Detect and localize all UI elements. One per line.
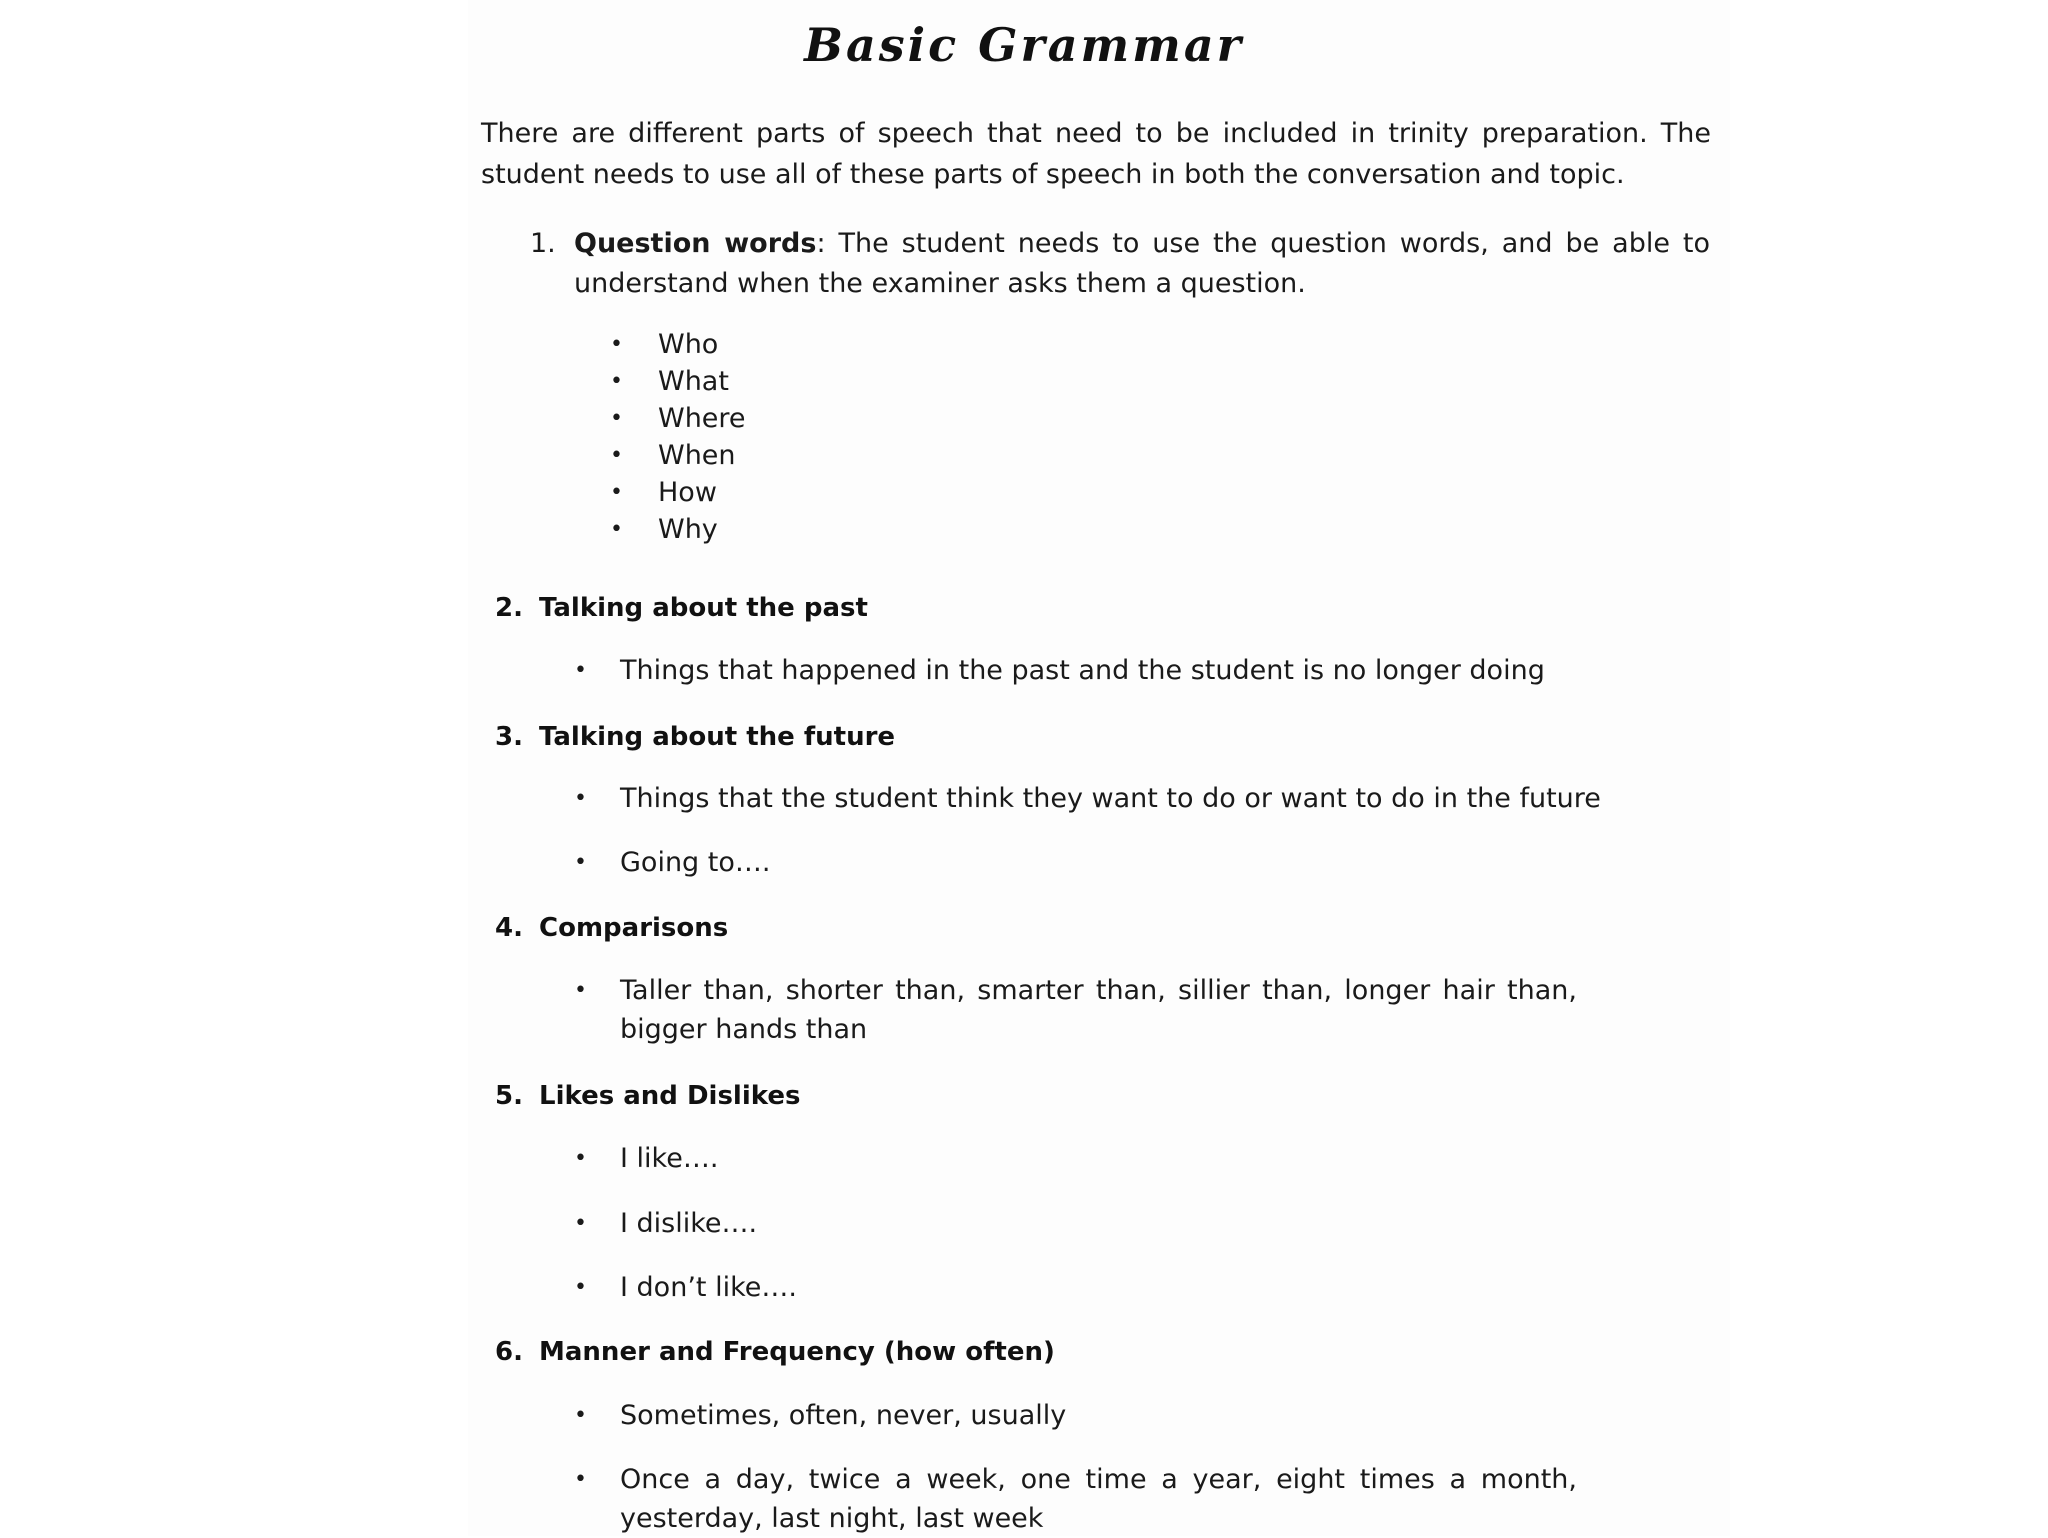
item-text: Going to…. [620, 847, 771, 878]
list-item [610, 437, 746, 474]
bullet-icon: • [574, 658, 587, 683]
section-title: Comparisons [539, 913, 729, 943]
bullet-icon: • [610, 406, 623, 431]
section-number: 2. [495, 593, 523, 623]
question-word: How [658, 477, 717, 508]
bullet-icon: • [610, 332, 623, 357]
section-title: Manner and Frequency (how often) [539, 1337, 1055, 1367]
section-heading-comparisons [495, 908, 728, 948]
item-text: Sometimes, often, never, usually [620, 1400, 1067, 1431]
list-item [610, 474, 746, 511]
item-text: Things that the student think they want to do or want to do in the future [620, 783, 1601, 814]
section-heading-future [495, 717, 895, 757]
list-item [574, 971, 1577, 1049]
list-item [610, 363, 746, 400]
question-word: What [658, 366, 729, 397]
question-word: When [658, 440, 736, 471]
bullet-icon: • [610, 369, 623, 394]
list-item [574, 651, 1626, 690]
list-item [574, 779, 1626, 818]
bullet-icon: • [574, 978, 587, 1003]
item-text: Things that happened in the past and the student is no longer doing [620, 655, 1545, 686]
list-item [574, 1460, 1577, 1538]
list-item [574, 1139, 1626, 1178]
section-number: 3. [495, 722, 523, 752]
section-title: Talking about the future [539, 722, 896, 752]
document-title: Basic Grammar [804, 18, 1244, 72]
bullet-icon: • [574, 1146, 587, 1171]
bullet-icon: • [574, 1403, 587, 1428]
list-item [610, 511, 746, 548]
bullet-icon: • [610, 443, 623, 468]
section-title: Talking about the past [539, 593, 868, 623]
bullet-icon: • [610, 517, 623, 542]
list-item [610, 400, 746, 437]
bullet-icon: • [574, 1211, 587, 1236]
section-heading: Question words [574, 228, 817, 259]
section-number: 4. [495, 913, 523, 943]
question-words-text [574, 224, 1710, 304]
intro-paragraph: There are different parts of speech that need to be included in trinity preparation. The student needs to use all of these parts of speech in both the conversation and topic. [481, 118, 1711, 190]
list-item [574, 843, 1626, 882]
question-word: Why [658, 514, 718, 545]
item-text: I dislike…. [620, 1208, 758, 1239]
bullet-icon: • [574, 786, 587, 811]
bullet-icon: • [610, 480, 623, 505]
bullet-icon: • [574, 1275, 587, 1300]
question-word: Where [658, 403, 746, 434]
list-item [574, 1396, 1626, 1435]
list-item [574, 1204, 1626, 1243]
section-number: 1. [530, 228, 556, 259]
list-item [574, 1268, 1626, 1307]
section-title: Likes and Dislikes [539, 1081, 801, 1111]
item-text: I like…. [620, 1143, 719, 1174]
item-text: Once a day, twice a week, one time a year, eight times a month, yesterday, last night, last week [620, 1464, 1577, 1534]
question-words-description: : The student needs to use the question words, and be able to understand when the examiner asks them a question. [574, 228, 1710, 299]
list-item [610, 326, 746, 363]
section-number: 6. [495, 1337, 523, 1367]
section-heading-frequency [495, 1332, 1055, 1372]
item-text: Taller than, shorter than, smarter than, sillier than, longer hair than, bigger hands than [620, 975, 1577, 1045]
question-word: Who [658, 329, 719, 360]
section-number: 5. [495, 1081, 523, 1111]
bullet-icon: • [574, 850, 587, 875]
item-text: I don’t like…. [620, 1272, 797, 1303]
section-heading-past [495, 588, 868, 628]
bullet-icon: • [574, 1467, 587, 1492]
question-words-list [610, 326, 746, 548]
section-heading-likes [495, 1076, 800, 1116]
